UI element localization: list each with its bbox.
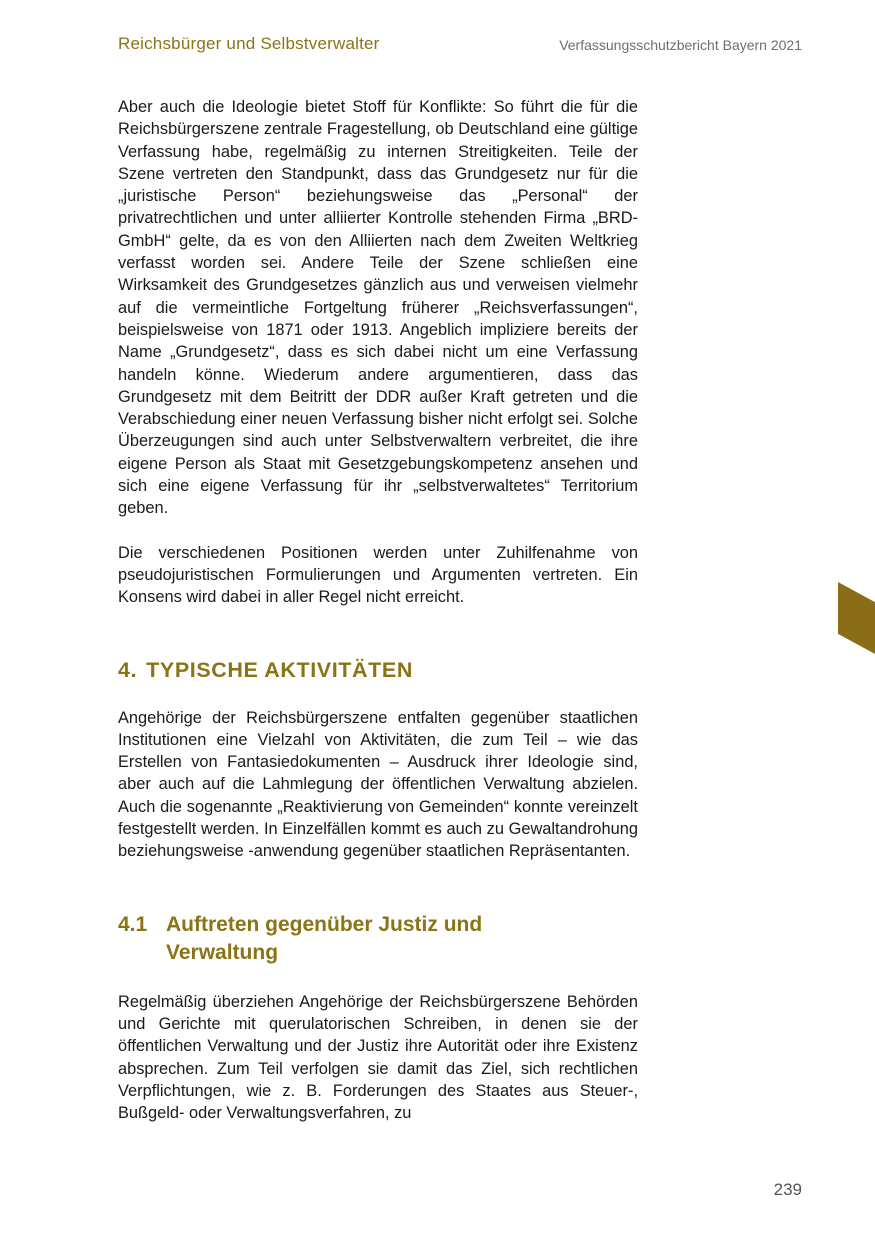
section-heading-typische-aktivitaeten [118,656,638,684]
running-header-chapter: Reichsbürger und Selbstverwalter [118,34,380,53]
paragraph-positions: Die verschiedenen Positionen werden unter Zuhilfenahme von pseudojuristischen Formulierungen und Argumenten vertreten. Ein Konsens wird dabei in aller Regel nicht erreicht. [118,543,638,607]
chapter-tab-marker [838,582,875,654]
subsection-title-line-1: Auftreten gegenüber Justiz und [166,912,483,936]
page-body [118,96,638,1124]
page-number: 239 [773,1180,802,1199]
subsection-title-line-2: Verwaltung [166,940,279,964]
subsection-number: 4.1 [118,912,148,936]
section-title: TYPISCHE AKTIVITÄTEN [146,657,413,682]
running-header-report: Verfassungsschutzbericht Bayern 2021 [559,37,802,53]
section-number: 4. [118,657,138,682]
paragraph-ideology-conflicts: Aber auch die Ideologie bietet Stoff für Konflikte: So führt die für die Reichsbürgerszene zentrale Fragestellung, ob Deutschland eine gültige Verfassung habe, regelmäßig zu internen Streitigkeiten. Teile der Szene vertreten den Standpunkt, dass das Grundgesetz nur für die „juristische Person“ beziehungsweise das „Personal“ der privatrechtlichen und unter alliierter Kontrolle stehenden Firma „BRD-GmbH“ gelte, da es von den Alliierten nach dem Zweiten Weltkrieg verfasst worden sei. Andere Teile der Szene schließen eine Wirksamkeit des Grundgesetzes gänzlich aus und verweisen vielmehr auf die vermeintliche Fortgeltung früherer „Reichsverfassungen“, beispielsweise von 1871 oder 1913. Angeblich impliziere bereits der Name „Grundgesetz“, dass es sich dabei nicht um eine Verfassung handeln könne. Wiederum andere argumentieren, dass das Grundgesetz mit dem Beitritt der DDR außer Kraft getreten und die Verabschiedung einer neuen Verfassung bisher nicht erfolgt sei. Solche Überzeugungen sind auch unter Selbstverwaltern verbreitet, die ihre eigene Person als Staat mit Gesetzgebungskompetenz ansehen und sich eine eigene Verfassung für ihr „selbstverwaltetes“ Territorium geben. [118,98,638,518]
paragraph-querulatory-letters: Regelmäßig überziehen Angehörige der Reichsbürgerszene Behörden und Gerichte mit querulatorischen Schreiben, in denen sie der öffentlichen Verwaltung und der Justiz ihre Autorität oder ihre Existenz absprechen. Zum Teil verfolgen sie damit das Ziel, sich rechtlichen Verpflichtungen, wie z. B. Forderungen des Staates aus Steuer-, Bußgeld- oder Verwaltungsverfahren, zu [118,992,638,1123]
subsection-title [166,911,482,967]
paragraph-activities: Angehörige der Reichsbürgerszene entfalten gegenüber staatlichen Institutionen eine Vielzahl von Aktivitäten, die zum Teil – wie das Erstellen von Fantasiedokumenten – Ausdruck ihrer Ideologie sind, aber auch auf die Lahmlegung der öffentlichen Verwaltung abzielen. Auch die sogenannte „Reaktivierung von Gemeinden“ konnte vereinzelt festgestellt werden. In Einzelfällen kommt es auch zu Gewaltandrohung beziehungsweise -anwendung gegenüber staatlichen Repräsentanten. [118,708,638,861]
subsection-heading-justiz-verwaltung [118,911,638,967]
